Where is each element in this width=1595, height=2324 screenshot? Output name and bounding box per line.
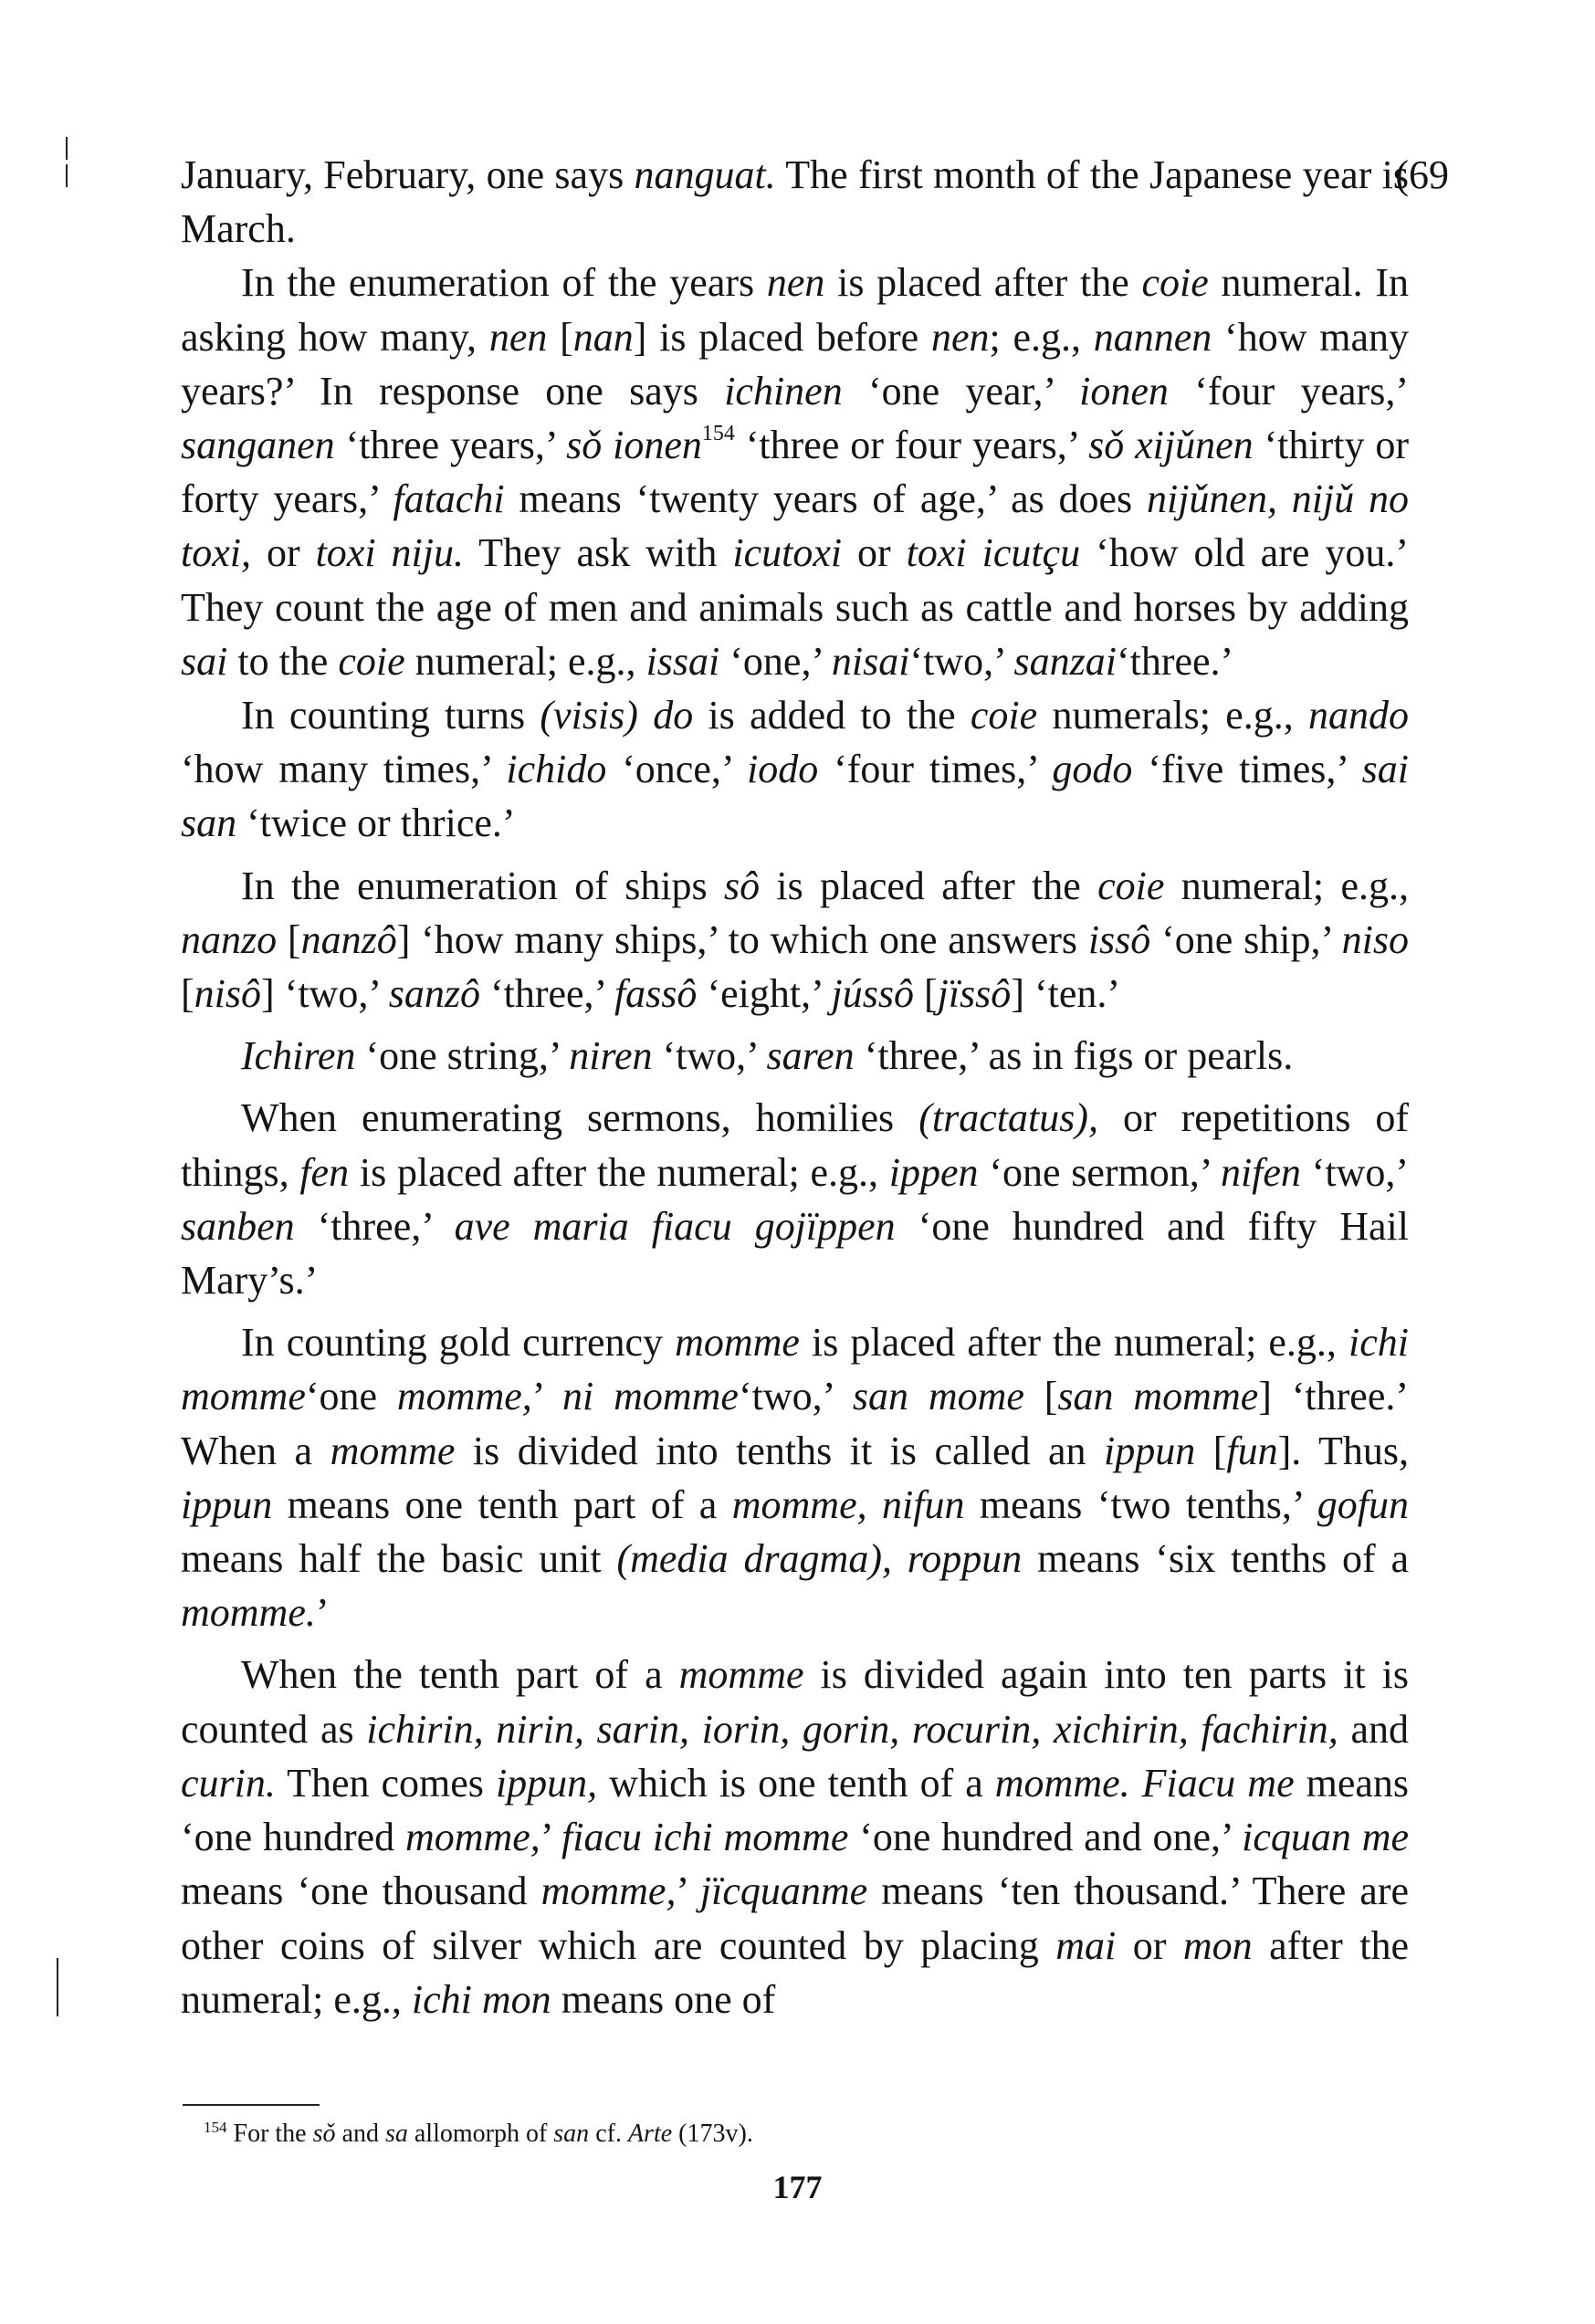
text-run: In the enumeration of ships: [241, 863, 724, 908]
paragraph: [181, 688, 1409, 851]
italic-term: fassô: [614, 971, 698, 1017]
footnote-marker: 154: [701, 422, 735, 446]
italic-term: san mome: [852, 1374, 1024, 1419]
text-run: ’: [315, 1590, 330, 1636]
italic-term: sa: [384, 2120, 408, 2148]
text-run: means ‘ten thousand.’ There are other coins of silver which are counted by placing: [181, 1869, 1410, 1968]
italic-term: momme.: [181, 1590, 316, 1636]
italic-term: coie: [970, 693, 1038, 738]
text-run: and: [1338, 1706, 1410, 1752]
text-run: (173v).: [672, 2120, 753, 2148]
text-run: ‘eight,’: [697, 971, 832, 1017]
text-run: ] ‘how many ships,’ to which one answers: [396, 916, 1088, 962]
text-run: or: [842, 530, 907, 576]
text-run: ‘three years,’: [334, 423, 567, 468]
text-run: after the numeral; e.g.,: [181, 1922, 1409, 2022]
italic-term: momme, nifun: [731, 1481, 965, 1527]
italic-term: ichi momme: [181, 1320, 1409, 1419]
text-run: means ‘six tenths of a: [1022, 1536, 1410, 1582]
italic-term: mon: [1182, 1922, 1253, 1968]
italic-term: sanzai: [1013, 638, 1117, 684]
italic-term: ichi mon: [411, 1976, 551, 2022]
paragraph: [181, 148, 1409, 256]
italic-term: sanganen: [181, 423, 335, 468]
italic-term: nanzo: [181, 916, 278, 962]
italic-term: momme,: [404, 1815, 540, 1860]
text-run: ‘five times,’: [1132, 747, 1362, 792]
text-run: numeral; e.g.,: [1164, 863, 1409, 908]
paragraph: [181, 1029, 1409, 1083]
italic-term: (visis) do: [540, 693, 694, 738]
text-run: ‘two,’: [1300, 1149, 1409, 1195]
text-run: is placed after the numeral; e.g.,: [799, 1320, 1349, 1366]
italic-term: sǒ xijǔnen: [1088, 423, 1254, 468]
text-run: or: [250, 530, 316, 576]
text-run: means one of: [551, 1976, 776, 2022]
italic-term: fun: [1226, 1428, 1278, 1473]
text-run: means one tenth part of a: [272, 1481, 732, 1527]
italic-term: gofun: [1317, 1481, 1409, 1527]
text-run: ] is placed before: [633, 314, 931, 360]
italic-term: issô: [1087, 916, 1151, 962]
text-run: ‘one: [305, 1374, 397, 1419]
italic-term: sai san: [181, 747, 1409, 846]
margin-mark-top-2: [66, 164, 68, 187]
footnote-number: 154: [204, 2119, 227, 2136]
text-run: They ask with: [463, 530, 733, 576]
italic-term: nen: [930, 314, 990, 360]
italic-term: issai: [645, 638, 720, 684]
italic-term: ichido: [506, 747, 607, 792]
text-run: ‘one,’: [719, 638, 832, 684]
paragraph: [181, 1315, 1409, 1639]
text-run: ‘four years,’: [1168, 368, 1409, 414]
italic-term: niren: [569, 1033, 653, 1079]
italic-term: sǒ: [312, 2120, 336, 2148]
italic-term: jïcquanme: [699, 1869, 868, 1914]
italic-term: san: [553, 2120, 590, 2148]
italic-term: Fiacu me: [1141, 1760, 1295, 1806]
text-run: ‘two,’: [652, 1033, 767, 1079]
text-run: ‘one string,’: [355, 1033, 570, 1079]
text-run: In counting turns: [241, 693, 540, 738]
text-run: ‘three.’: [1116, 638, 1234, 684]
italic-term: momme: [330, 1428, 456, 1473]
italic-term: coie: [1141, 260, 1209, 306]
text-run: ‘one year,’: [842, 368, 1080, 414]
text-run: [1130, 1761, 1142, 1806]
italic-term: momme.: [994, 1760, 1130, 1806]
text-run: ‘one hundred and fifty Hail Mary’s.’: [181, 1203, 1409, 1303]
body-text: [181, 148, 1409, 2026]
text-run: ] ‘ten.’: [1011, 971, 1121, 1017]
italic-term: (media dragma), roppun: [616, 1536, 1023, 1582]
italic-term: momme,: [396, 1374, 532, 1419]
text-run: When enumerating sermons, homilies: [241, 1095, 919, 1141]
text-run: ‘thirty or forty years,’: [181, 423, 1409, 522]
text-run: means ‘one hundred: [181, 1760, 1410, 1860]
text-run: means ‘two tenths,’: [964, 1481, 1317, 1527]
text-run: In counting gold currency: [241, 1320, 676, 1366]
italic-term: san momme: [1057, 1374, 1259, 1419]
italic-term: niso: [1341, 916, 1409, 962]
italic-term: ippun: [1104, 1428, 1196, 1473]
italic-term: jússô: [831, 971, 914, 1017]
text-run: numerals; e.g.,: [1037, 693, 1308, 738]
italic-term: fiacu ichi momme: [561, 1815, 849, 1860]
italic-term: nannen: [1093, 314, 1212, 360]
text-run: [: [547, 314, 573, 360]
text-run: ]. Thus,: [1277, 1428, 1409, 1473]
italic-term: nanzô: [300, 916, 397, 962]
text-run: ‘two,’: [909, 638, 1014, 684]
text-run: numeral; e.g.,: [404, 638, 646, 684]
italic-term: nisô: [194, 971, 262, 1017]
italic-term: sai: [181, 638, 228, 684]
text-run: ‘four times,’: [818, 747, 1053, 792]
italic-term: ni momme: [562, 1374, 739, 1419]
paragraph: [181, 1091, 1409, 1307]
italic-term: Ichiren: [241, 1033, 356, 1079]
text-run: is added to the: [693, 693, 971, 738]
text-run: is placed after the: [760, 863, 1098, 908]
text-run: For the: [233, 2120, 313, 2148]
text-run: ‘how many times,’: [181, 747, 507, 792]
text-run: ’: [540, 1815, 561, 1860]
text-run: ‘one hundred and one,’: [848, 1815, 1243, 1860]
italic-term: momme: [678, 1652, 804, 1698]
italic-term: ippun,: [495, 1760, 598, 1806]
text-run: means ‘twenty years of age,’ as does: [504, 476, 1147, 522]
text-run: January, February, one says: [181, 152, 635, 197]
italic-term: jïssô: [937, 971, 1012, 1017]
text-run: numeral. In asking how many,: [181, 260, 1410, 360]
italic-term: mai: [1055, 1922, 1117, 1968]
italic-term: curin.: [181, 1760, 276, 1806]
text-run: ‘twice or thrice.’: [236, 801, 516, 846]
text-run: to the: [227, 638, 339, 684]
text-run: ‘how old are you.’ They count the age of men and animals such as cattle and horses by adding: [181, 530, 1410, 630]
italic-term: icquan me: [1242, 1815, 1410, 1860]
italic-term: nanguat.: [634, 152, 776, 197]
paragraph: [181, 256, 1409, 688]
italic-term: ippen: [888, 1149, 979, 1195]
italic-term: nando: [1308, 693, 1409, 738]
text-run: is placed after the: [824, 260, 1142, 306]
text-run: ‘three,’: [479, 971, 614, 1017]
text-run: means half the basic unit: [181, 1536, 617, 1582]
italic-term: nijǔnen, nijǔ no toxi,: [181, 476, 1409, 576]
footnote-divider: [183, 2104, 320, 2106]
italic-term: momme,: [540, 1869, 677, 1914]
text-run: ] ‘two,’: [261, 971, 389, 1017]
margin-mark-top: [66, 137, 68, 160]
text-run: and: [335, 2120, 385, 2148]
text-run: is placed after the numeral; e.g.,: [349, 1149, 889, 1195]
italic-term: momme: [675, 1320, 800, 1366]
italic-term: icutoxi: [732, 530, 843, 576]
text-run: The first month of the Japanese year is March.: [181, 152, 1410, 252]
italic-term: iodo: [747, 747, 819, 792]
italic-term: Arte: [627, 2120, 673, 2148]
text-run: ; e.g.,: [989, 314, 1094, 360]
text-run: ‘one sermon,’: [978, 1149, 1221, 1195]
text-run: [: [1195, 1428, 1227, 1473]
italic-term: sanzô: [388, 971, 480, 1017]
italic-term: fatachi: [393, 476, 505, 522]
text-run: [: [277, 916, 301, 962]
text-run: ‘three,’ as in figs or pearls.: [854, 1033, 1294, 1079]
text-run: [: [181, 971, 194, 1017]
italic-term: nen: [488, 314, 548, 360]
italic-term: nisai: [831, 638, 910, 684]
text-run: ’: [676, 1869, 700, 1914]
italic-term: nen: [766, 260, 825, 306]
text-run: ’: [531, 1374, 563, 1419]
italic-term: coie: [338, 638, 405, 684]
page-number: 177: [772, 2169, 823, 2205]
text-run: In the enumeration of the years: [241, 260, 767, 306]
italic-term: ave maria fiacu gojïppen: [454, 1203, 896, 1249]
footnote: [204, 2118, 753, 2151]
paragraph: [181, 1648, 1409, 2026]
italic-term: godo: [1052, 747, 1133, 792]
section-reference: (69: [1395, 152, 1449, 197]
text-run: When the tenth part of a: [241, 1652, 679, 1698]
text-run: or repetitions of things,: [181, 1095, 1409, 1195]
paragraph: [181, 859, 1409, 1021]
italic-term: toxi niju.: [315, 530, 464, 576]
italic-term: fen: [299, 1149, 350, 1195]
italic-term: nifen: [1220, 1149, 1301, 1195]
text-run: allomorph of: [407, 2120, 554, 2148]
italic-term: ippun: [181, 1481, 273, 1527]
text-run: ‘one ship,’: [1150, 916, 1342, 962]
italic-term: sǒ ionen: [566, 423, 702, 468]
italic-term: coie: [1097, 863, 1165, 908]
text-run: which is one tenth of a: [597, 1760, 995, 1806]
text-run: [: [913, 971, 938, 1017]
text-run: or: [1116, 1922, 1183, 1968]
text-run: is divided into tenths it is called an: [455, 1428, 1105, 1473]
text-run: ] ‘three.’ When a: [181, 1374, 1410, 1473]
italic-term: (tractatus),: [918, 1095, 1098, 1141]
text-run: ‘two,’: [738, 1374, 853, 1419]
text-run: ‘once,’: [606, 747, 748, 792]
text-run: means ‘one thousand: [181, 1869, 541, 1914]
italic-term: nan: [572, 314, 634, 360]
text-run: ‘three,’: [294, 1203, 455, 1249]
italic-term: sanben: [181, 1203, 295, 1249]
text-run: ‘three or four years,’: [734, 423, 1089, 468]
text-run: Then comes: [275, 1760, 496, 1806]
italic-term: toxi icutçu: [906, 530, 1081, 576]
text-run: cf.: [589, 2120, 628, 2148]
text-run: [: [1023, 1374, 1058, 1419]
text-run: is divided again into ten parts it is counted as: [181, 1652, 1409, 1752]
italic-term: ichinen: [724, 368, 843, 414]
italic-term: ionen: [1079, 368, 1169, 414]
italic-term: saren: [766, 1033, 855, 1079]
italic-term: sô: [723, 863, 761, 908]
italic-term: ichirin, nirin, sarin, iorin, gorin, rocurin, xichirin, fachirin,: [366, 1706, 1338, 1752]
margin-mark-bottom: [57, 1958, 58, 2016]
text-run: ‘how many years?’ In response one says: [181, 314, 1409, 414]
